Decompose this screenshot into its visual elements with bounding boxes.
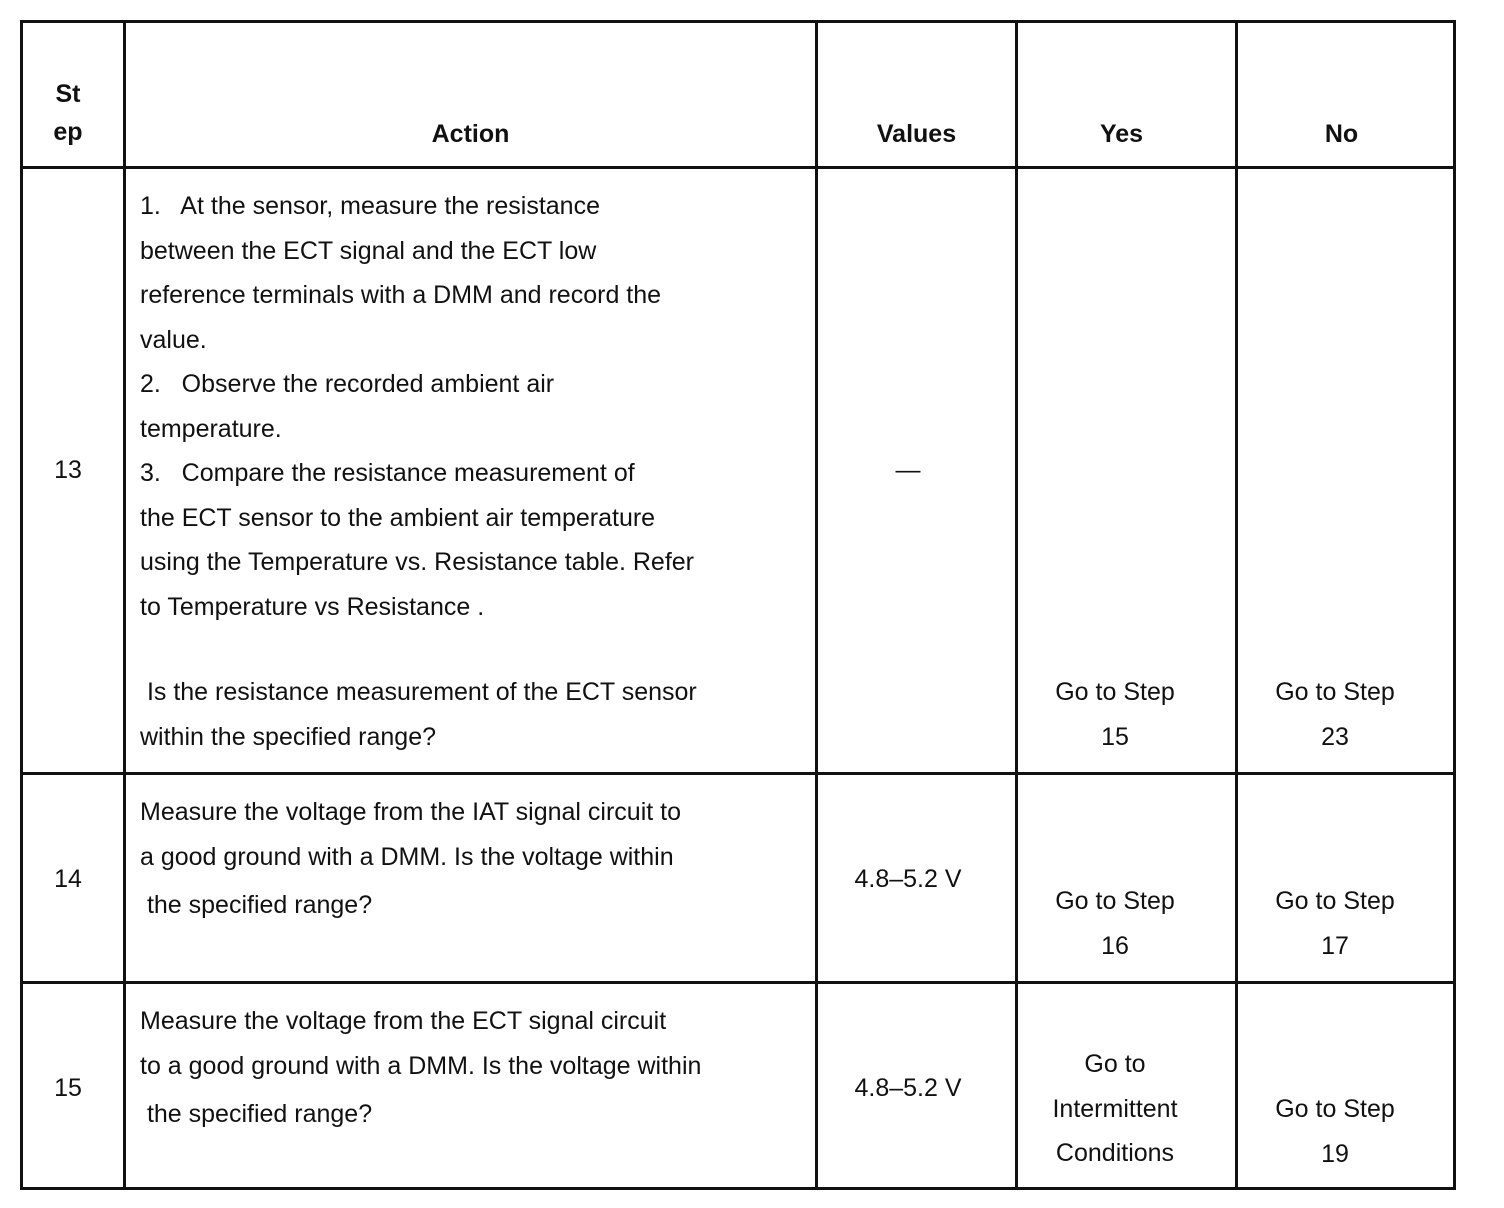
action-line: the specified range?: [140, 1100, 373, 1128]
yes-line: Intermittent: [1052, 1094, 1178, 1123]
action-line: to Temperature vs Resistance .: [140, 592, 485, 621]
no-line: 17: [1321, 931, 1349, 960]
value-text: 4.8–5.2 V: [854, 865, 962, 893]
row-divider: [23, 166, 1453, 169]
action-line: Measure the voltage from the ECT signal circuit: [140, 1007, 667, 1035]
question-line: Is the resistance measurement of the ECT sensor: [140, 678, 697, 706]
action-line: the ECT sensor to the ambient air temperature: [140, 503, 656, 532]
step-number: 15: [54, 1074, 82, 1102]
row-divider: [23, 981, 1453, 984]
no-line: Go to Step: [1275, 1095, 1395, 1123]
no-action: [1238, 1087, 1432, 1176]
action-text: [140, 790, 810, 928]
header-step: [23, 75, 113, 151]
yes-line: Go to Step: [1055, 887, 1175, 915]
action-text: [140, 999, 810, 1137]
yes-line: Go to Step: [1055, 678, 1175, 706]
yes-action: [1018, 879, 1212, 968]
yes-line: Go to: [1084, 1050, 1146, 1078]
header-no: No: [1324, 120, 1359, 148]
no-line: Go to Step: [1275, 887, 1395, 915]
no-line: 19: [1321, 1139, 1349, 1168]
action-line: 1. At the sensor, measure the resistance: [140, 192, 600, 220]
no-action: [1238, 879, 1432, 968]
yes-line: Conditions: [1055, 1139, 1175, 1167]
yes-action: [1018, 670, 1212, 759]
action-line: 2. Observe the recorded ambient air: [140, 370, 555, 398]
action-line: reference terminals with a DMM and record the: [140, 281, 662, 309]
action-line: 3. Compare the resistance measurement of: [140, 459, 635, 487]
action-line: a good ground with a DMM. Is the voltage within: [140, 842, 674, 871]
header-action: Action: [431, 120, 510, 148]
action-line: value.: [140, 325, 207, 354]
action-line: using the Temperature vs. Resistance table. Refer: [140, 548, 694, 576]
yes-action: [1018, 1042, 1212, 1176]
action-text: [140, 184, 810, 629]
action-line: Measure the voltage from the IAT signal circuit to: [140, 798, 681, 826]
no-line: 23: [1321, 722, 1349, 751]
column-divider: [815, 23, 818, 1187]
action-line: the specified range?: [140, 891, 373, 919]
question-line: within the specified range?: [140, 722, 437, 751]
action-line: between the ECT signal and the ECT low: [140, 236, 597, 265]
value-text: —: [895, 456, 921, 484]
action-line: to a good ground with a DMM. Is the voltage within: [140, 1051, 702, 1080]
step-number: 13: [54, 456, 82, 484]
action-question: [140, 670, 810, 759]
no-line: Go to Step: [1275, 678, 1395, 706]
header-values: Values: [876, 120, 957, 148]
step-number: 14: [54, 865, 82, 893]
column-divider: [1235, 23, 1238, 1187]
row-divider: [23, 772, 1453, 775]
diagnostic-table: [20, 20, 1456, 1190]
header-yes: Yes: [1099, 120, 1144, 148]
yes-line: 16: [1101, 931, 1129, 960]
action-line: temperature.: [140, 414, 282, 443]
yes-line: 15: [1101, 722, 1129, 751]
no-action: [1238, 670, 1432, 759]
header-step-line: St: [55, 80, 81, 108]
column-divider: [1015, 23, 1018, 1187]
header-step-line: ep: [53, 118, 83, 146]
value-text: 4.8–5.2 V: [854, 1074, 962, 1102]
column-divider: [123, 23, 126, 1187]
